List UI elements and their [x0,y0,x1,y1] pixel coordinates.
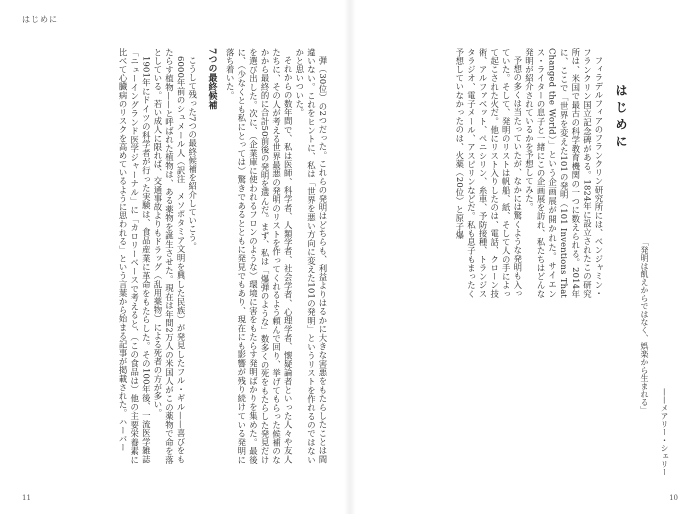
right-page-body [204,48,604,298]
body-paragraph: それからの数年間で、私は医師、科学者、人類学者、社会学者、心理学者、懐疑論者といった人々や友人たちに、その人が考える世界最悪の発明のリストを作ってくれるよう頼んで回り、挙げてもらった候補のなかから最終的に合計50前後の発明を選んだ。まず、私は「爆弾のような」数多くの死をもたらした発見だけを選び出した。次に、（企業庫に使われるフロンのような）環境に害をもたらす発明ばかりを集めた。最後に、（少なくとも私にとっては）驚きであるとともに発見でもあり、現在にも影響が残り続けている発明に落ち着いた。 [225,48,294,464]
page-number: 10 [669,494,678,502]
body-paragraph: 予想の多くは当たっていたが、なかには驚くような発明も入っていた。そして、発明のリストは帆船、紙、そして人の手によって起こされた火だ。他にリスト入りしたのは、電話、クローン技術、アルファベット、ペニシリン、糸車、予防接種、トランジスタラジオ、電子メール、アスピリンなどだ。私も息子もまったく予想していなかったのは、火薬（20位）と原子爆 [454,48,523,298]
body-paragraph: 6000年前のシュメール人（訳注 メソポタミア文明を興した民族）が発見したフル・ギル——喜びをもたらす植物——と呼ばれた植物は、ある薬物を誕生させた。現在は年間2万人の米国人がこの薬物で命を落としている。若い成人に限れば、交通事故よりもドラッグ（乱用薬物）による死者の方が多い。 [152,48,187,464]
chapter-title: はじめに [614,84,628,152]
page-number: 11 [22,494,31,502]
body-paragraph: こうして残った7つの最終候補を紹介していこう。 [187,56,198,251]
epigraph-attribution: ——メアリー・シェリー [660,388,669,476]
body-paragraph: フィラデルフィアのフランクリン研究所には、ベンジャミン・フランクリン国立記念碑がある。1824年に設立されたこの研究所は、米国で最古の科学教育機関の一つに数えられる。2014年に、ここで「世界を変えた101の発明（101 Inventions That Changed the World）」という企画展が開かれた。サイエンス・ライターの息子と一緒にこの企画展を訪れ、私たちはどんな発明が紹介されているかを予想してみた。 [524,48,604,298]
epigraph: 「発明は飢えからではなく、娯楽から生まれる」 [640,238,649,414]
body-paragraph: 弾（30位）の2つだった。これらの発明はどちらも、利益よりはるかに大きな害悪をもたらしたことは間違いない。これをヒントに、私は「世界を悪い方向に変えた101の発明」というリストを作れるのではないかと思いついた。 [294,48,328,464]
body-paragraph: 1901年にドイツの科学者が行った実験は、食品産業に革命をもたらした。その100年後、一流医学雑誌「ニューイングランド医学ジャーナル」に「カロリーベースで考えると、（この食品は）他の主要栄養素に比べて心臓病のリスクを高めているように思われる」という言葉から始まる記事が掲載された。ハーバー [118,48,152,464]
running-head: はじめに [22,15,58,24]
right-page [350,0,700,514]
book-gutter [344,0,356,514]
section-heading: 7つの最終候補 [206,48,217,110]
